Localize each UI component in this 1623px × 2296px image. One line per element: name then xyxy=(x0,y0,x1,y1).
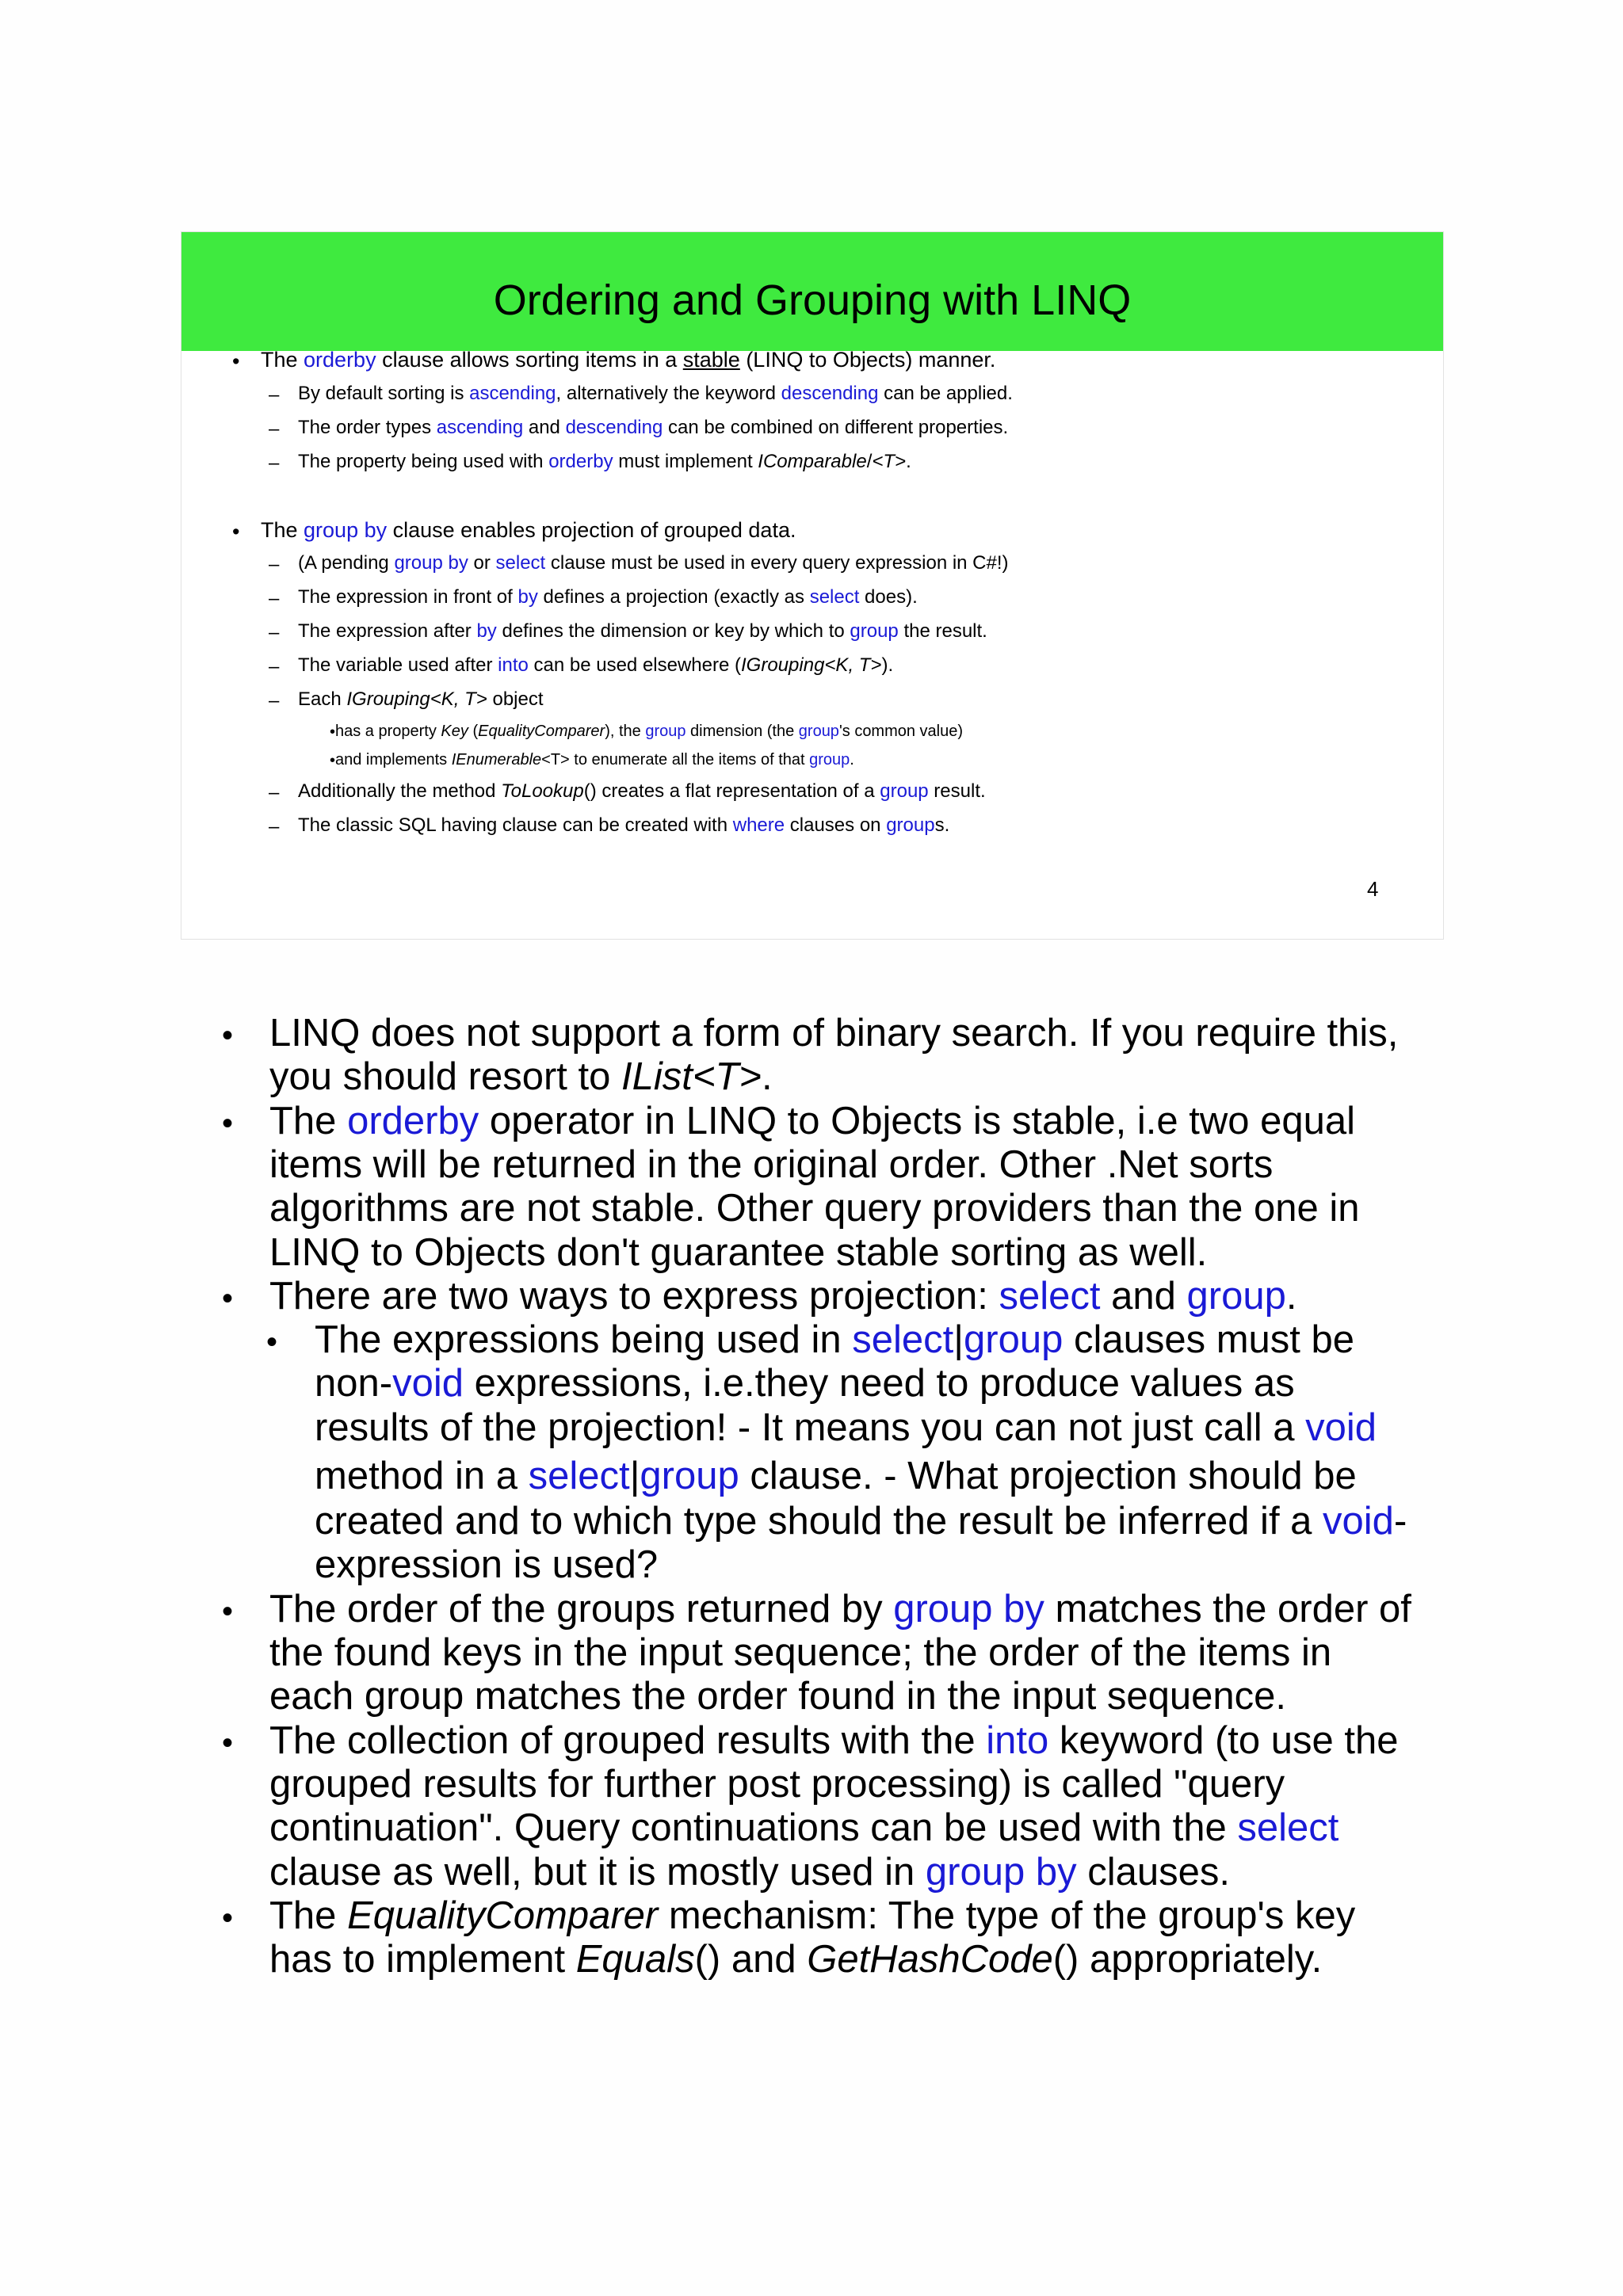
dash-marker: – xyxy=(269,554,280,575)
slide-bullet-orderby: The orderby clause allows sorting items in a stable (LINQ to Objects) manner. xyxy=(261,348,996,372)
slide-bullet-groupby: The group by clause enables projection of grouped data. xyxy=(261,518,796,542)
notes-line: clause as well, but it is mostly used in group by clauses. xyxy=(269,1851,1230,1894)
slide-subsubbullet-key: has a property Key (EqualityComparer), the group dimension (the group's common value) xyxy=(335,723,964,740)
bullet-dot: • xyxy=(266,1325,278,1360)
dash-marker: – xyxy=(269,656,280,677)
slide-subbullet: The expression after by defines the dimension or key by which to group the result. xyxy=(298,620,987,642)
notes-line: The expressions being used in select|group clauses must be xyxy=(315,1318,1354,1361)
page-number: 4 xyxy=(1367,877,1379,901)
slide-header xyxy=(181,232,1443,351)
notes-line: the found keys in the input sequence; the order of the items in xyxy=(269,1631,1332,1674)
notes-line: items will be returned in the original order. Other .Net sorts xyxy=(269,1143,1274,1186)
notes-line: non-void expressions, i.e.they need to produce values as xyxy=(315,1362,1295,1405)
bullet-dot: • xyxy=(222,1106,234,1141)
dash-marker: – xyxy=(269,690,280,711)
bullet-dot: • xyxy=(330,723,336,741)
bullet-dot: • xyxy=(222,1901,234,1936)
slide-subbullet: Each IGrouping<K, T> object xyxy=(298,688,544,710)
notes-line: expression is used? xyxy=(315,1543,659,1586)
notes-line: continuation". Query continuations can be used with the select xyxy=(269,1806,1339,1849)
slide-subbullet: The expression in front of by defines a projection (exactly as select does). xyxy=(298,586,918,608)
bullet-dot: • xyxy=(232,349,240,373)
bullet-dot: • xyxy=(222,1018,234,1053)
dash-marker: – xyxy=(269,384,280,406)
slide-subbullet: By default sorting is ascending, alternatively the keyword descending can be applied. xyxy=(298,383,1013,404)
slide-thumbnail xyxy=(181,231,1444,940)
dash-marker: – xyxy=(269,622,280,643)
notes-line: results of the projection! - It means you can not just call a void xyxy=(315,1406,1377,1449)
notes-line: The orderby operator in LINQ to Objects is stable, i.e two equal xyxy=(269,1100,1355,1142)
notes-line: The EqualityComparer mechanism: The type of the group's key xyxy=(269,1894,1356,1937)
slide-subbullet: (A pending group by or select clause must be used in every query expression in C#!) xyxy=(298,552,1009,574)
bullet-dot: • xyxy=(222,1281,234,1316)
notes-line: created and to which type should the result be inferred if a void- xyxy=(315,1500,1407,1543)
bullet-dot: • xyxy=(222,1726,234,1760)
slide-subbullet: The classic SQL having clause can be created with where clauses on groups. xyxy=(298,814,950,836)
notes-line: LINQ does not support a form of binary search. If you require this, xyxy=(269,1012,1399,1055)
notes-line: algorithms are not stable. Other query providers than the one in xyxy=(269,1187,1360,1230)
bullet-dot: • xyxy=(330,752,336,769)
dash-marker: – xyxy=(269,452,280,474)
notes-line: each group matches the order found in the input sequence. xyxy=(269,1675,1287,1718)
notes-line: you should resort to IList<T>. xyxy=(269,1055,773,1098)
notes-line: grouped results for further post processing) is called "query xyxy=(269,1763,1285,1806)
dash-marker: – xyxy=(269,588,280,609)
slide-subbullet: Additionally the method ToLookup() creates a flat representation of a group result. xyxy=(298,780,986,802)
dash-marker: – xyxy=(269,816,280,837)
notes-line: The order of the groups returned by group by matches the order of xyxy=(269,1588,1411,1630)
dash-marker: – xyxy=(269,418,280,440)
slide-subbullet: The property being used with orderby must implement IComparable/<T>. xyxy=(298,451,911,472)
notes-line: method in a select|group clause. - What projection should be xyxy=(315,1455,1357,1497)
slide-subsubbullet-ienumerable: and implements IEnumerable<T> to enumerate all the items of that group. xyxy=(335,751,854,769)
slide-title: Ordering and Grouping with LINQ xyxy=(493,277,1132,324)
dash-marker: – xyxy=(269,782,280,803)
slide-subbullet: The variable used after into can be used elsewhere (IGrouping<K, T>). xyxy=(298,654,894,676)
bullet-dot: • xyxy=(232,520,240,543)
notes-line: LINQ to Objects don't guarantee stable sorting as well. xyxy=(269,1231,1208,1274)
notes-line: The collection of grouped results with the into keyword (to use the xyxy=(269,1719,1399,1762)
notes-line: There are two ways to express projection: select and group. xyxy=(269,1275,1297,1318)
notes-line: has to implement Equals() and GetHashCode() appropriately. xyxy=(269,1938,1323,1981)
slide-subbullet: The order types ascending and descending can be combined on different properties. xyxy=(298,417,1009,438)
bullet-dot: • xyxy=(222,1594,234,1629)
